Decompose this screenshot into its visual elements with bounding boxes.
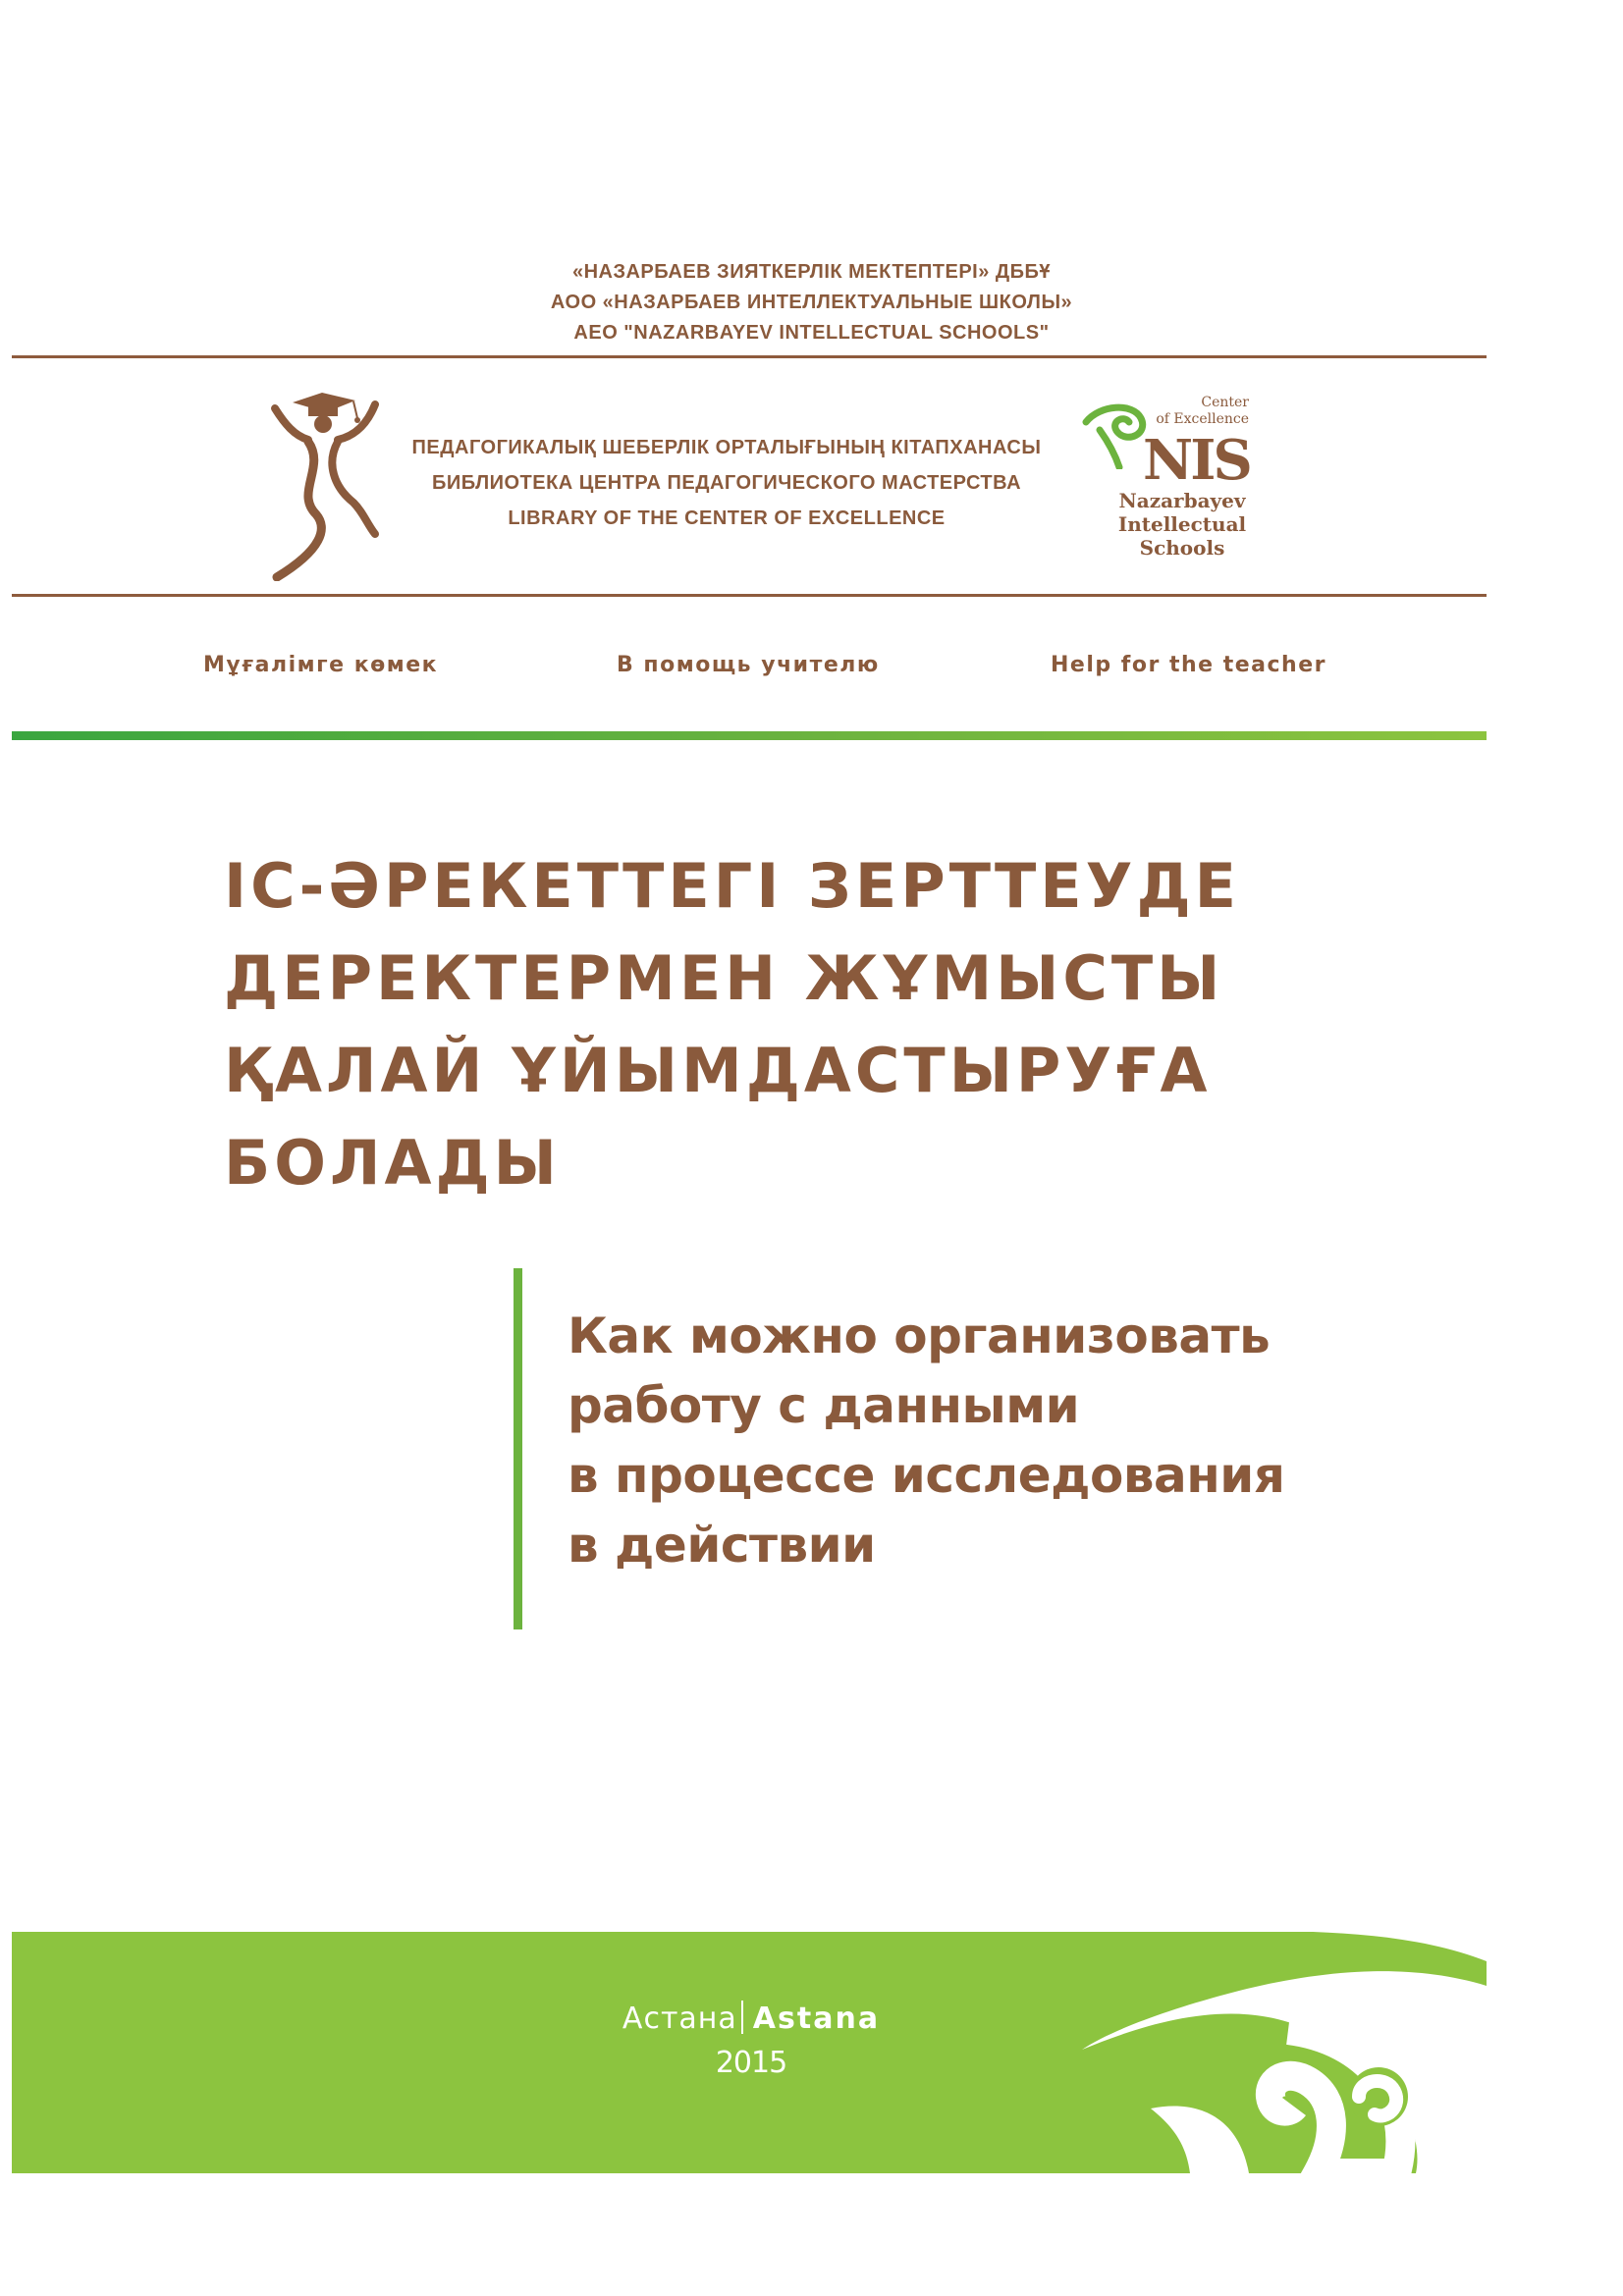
city-separator (741, 2001, 743, 2034)
series-label-en: Help for the teacher (1051, 653, 1326, 677)
green-divider (12, 731, 1487, 740)
center-of-excellence-logo-icon (265, 385, 383, 581)
organization-names (0, 257, 1623, 348)
org-name-en: AEO "NAZARBAYEV INTELLECTUAL SCHOOLS" (573, 322, 1050, 344)
title-ru-line: в процессе исследования (568, 1447, 1285, 1504)
library-names (373, 430, 1080, 536)
nis-abbreviation: NIS (1143, 428, 1250, 493)
title-kazakh (224, 840, 1402, 1209)
title-kz-line: ДЕРЕКТЕРМЕН ЖҰМЫСТЫ (224, 942, 1224, 1014)
org-name-kz: «НАЗАРБАЕВ ЗИЯТКЕРЛІК МЕКТЕПТЕРІ» ДББҰ (571, 261, 1052, 283)
series-label-ru: В помощь учителю (617, 653, 880, 677)
library-name-en: LIBRARY OF THE CENTER OF EXCELLENCE (508, 507, 946, 529)
footer-city (0, 2001, 1502, 2036)
top-divider (12, 355, 1487, 358)
org-name-ru: АОО «НАЗАРБАЕВ ИНТЕЛЛЕКТУАЛЬНЫЕ ШКОЛЫ» (550, 292, 1073, 313)
series-label-kz: Мұғалімге көмек (203, 653, 439, 677)
footer-year: 2015 (715, 2046, 787, 2080)
title-russian (568, 1302, 1451, 1580)
title-ru-line: Как можно организовать (568, 1308, 1271, 1364)
title-ru-line: в действии (568, 1517, 876, 1574)
city-en: Astana (752, 2002, 881, 2036)
nis-logo (1080, 393, 1257, 569)
title-kz-line: ҚАЛАЙ ҰЙЫМДАСТЫРУҒА (224, 1035, 1212, 1106)
city-ru: Астана (622, 2002, 737, 2036)
title-accent-bar (514, 1268, 522, 1629)
nis-full-name: Nazarbayev Intellectual Schools (1117, 489, 1247, 560)
title-kz-line: БОЛАДЫ (224, 1127, 561, 1199)
library-name-kz: ПЕДАГОГИКАЛЫҚ ШЕБЕРЛІК ОРТАЛЫҒЫНЫҢ КІТАПХАНАСЫ (411, 437, 1042, 458)
title-ru-line: работу с данными (568, 1377, 1080, 1434)
middle-divider (12, 594, 1487, 597)
title-kz-line: ІС-ӘРЕКЕТТЕГІ ЗЕРТТЕУДЕ (224, 850, 1241, 922)
nis-center-label: Center of Excellence (1156, 395, 1249, 427)
library-name-ru: БИБЛИОТЕКА ЦЕНТРА ПЕДАГОГИЧЕСКОГО МАСТЕРСТВА (431, 472, 1022, 494)
